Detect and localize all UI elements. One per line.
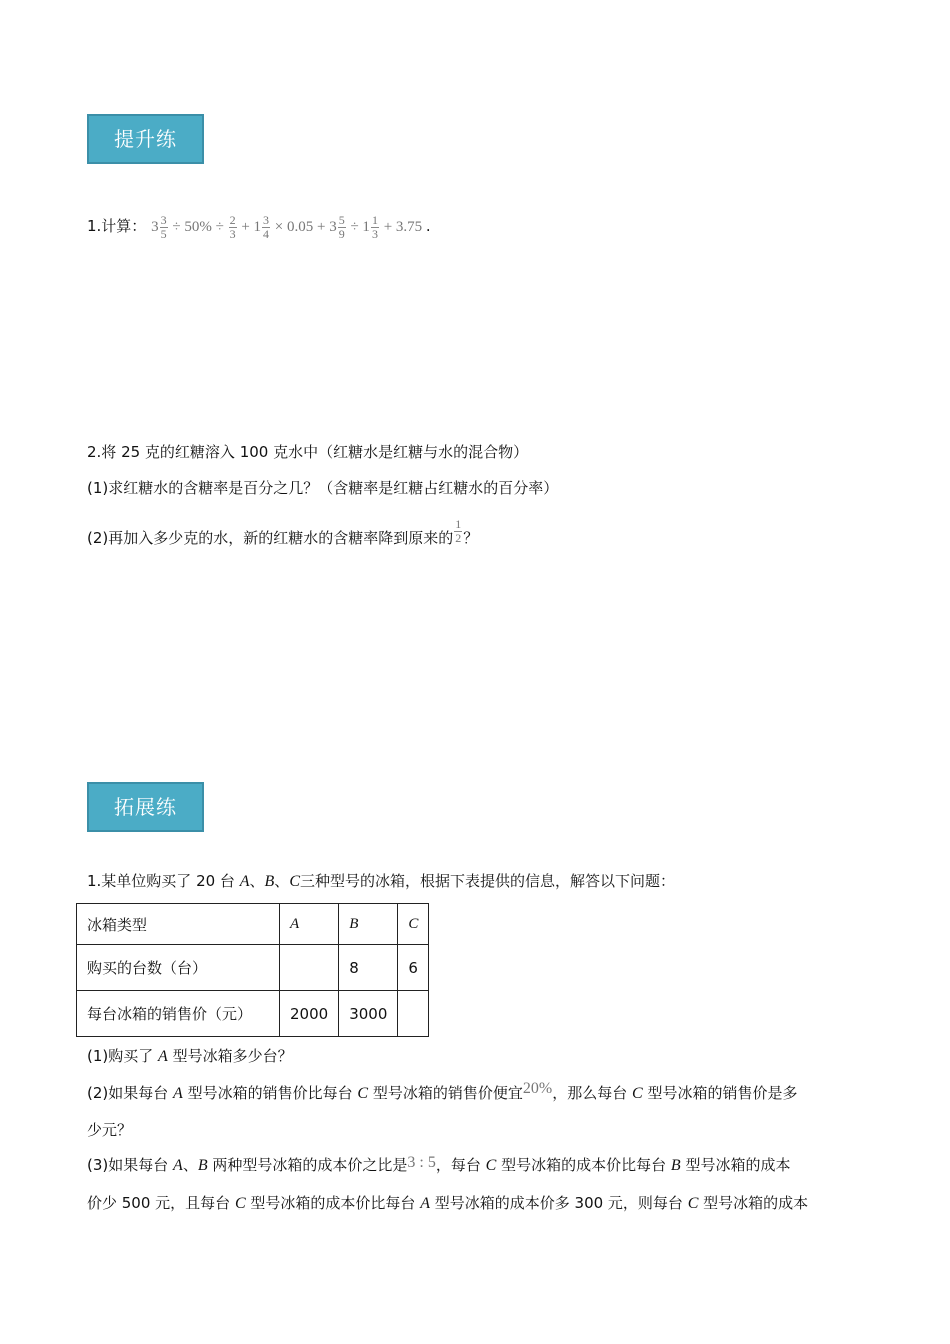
model-c: C xyxy=(631,1085,643,1102)
fraction-2: $\frac{2}{3}$ xyxy=(229,213,236,241)
question-1-suffix: . xyxy=(425,216,431,235)
extend-part-2-cont: 少元？ xyxy=(87,1121,133,1139)
question-2-stem: 2.将 25 克的红糖溶入 100 克水中（红糖水是红糖与水的混合物） xyxy=(87,443,529,461)
model-c: C xyxy=(687,1195,699,1212)
text: 型号冰箱的成本 xyxy=(685,1156,791,1174)
text: ，每台 xyxy=(435,1156,481,1174)
separator: 、 xyxy=(274,872,290,890)
table-cell: A xyxy=(280,904,339,945)
text: (3)如果每台 xyxy=(87,1156,169,1174)
table-cell: 冰箱类型 xyxy=(77,904,280,945)
fraction-half: $\frac{1}{2}$ xyxy=(455,517,462,545)
fraction-4: $\frac{5}{9}$ xyxy=(338,213,345,241)
extend-part-3 xyxy=(87,1155,790,1176)
table-row xyxy=(77,991,429,1037)
table-cell xyxy=(280,945,339,991)
model-a: A xyxy=(173,1157,183,1174)
question-2-part-2-text: (2)再加入多少克的水，新的红糖水的含糖率降到原来的 xyxy=(87,529,454,547)
question-2-part-1: (1)求红糖水的含糖率是百分之几？（含糖率是红糖占红糖水的百分率） xyxy=(87,479,559,497)
text: 两种型号冰箱的成本价之比是 xyxy=(212,1156,408,1174)
model-c: C xyxy=(485,1157,497,1174)
table-cell: 每台冰箱的销售价（元） xyxy=(77,991,280,1037)
text: 型号冰箱的销售价便宜 xyxy=(372,1084,523,1102)
table-cell: 3000 xyxy=(339,991,398,1037)
question-2-part-2-end: ？ xyxy=(463,529,479,547)
table-cell: 购买的台数（台） xyxy=(77,945,280,991)
text: 型号冰箱的销售价比每台 xyxy=(187,1084,353,1102)
table-row xyxy=(77,904,429,945)
text: 型号冰箱的销售价是多 xyxy=(647,1084,798,1102)
table-cell: 8 xyxy=(339,945,398,991)
extend-part-1 xyxy=(87,1046,293,1067)
text: 型号冰箱的成本价多 300 元，则每台 xyxy=(434,1194,683,1212)
model-b: B xyxy=(197,1157,208,1174)
stem-part-a: 1.某单位购买了 20 台 xyxy=(87,872,235,890)
text: 型号冰箱的成本价比每台 xyxy=(501,1156,667,1174)
table-row xyxy=(77,945,429,991)
cost-ratio: 3 : 5 xyxy=(407,1154,436,1171)
text: (1)购买了 xyxy=(87,1047,154,1065)
operator-5: + 3.75 xyxy=(383,218,423,235)
text: ，那么每台 xyxy=(552,1084,628,1102)
extend-part-2 xyxy=(87,1080,798,1104)
section-title-extend: 拓展练 xyxy=(87,782,204,832)
model-c: C xyxy=(289,873,300,890)
model-a: A xyxy=(239,873,250,890)
operator-2: + 1 xyxy=(241,218,262,235)
separator: 、 xyxy=(249,872,265,890)
fraction-5: $\frac{1}{3}$ xyxy=(371,213,378,241)
stem-part-b: 三种型号的冰箱，根据下表提供的信息，解答以下问题： xyxy=(299,872,675,890)
question-1-prefix: 1.计算： xyxy=(87,216,147,235)
operator-4: ÷ 1 xyxy=(350,218,370,235)
extend-part-3-cont xyxy=(87,1193,808,1214)
calc-expression xyxy=(151,213,426,241)
fraction-3: $\frac{3}{4}$ xyxy=(263,213,270,241)
discount-percent: 20% xyxy=(522,1080,553,1097)
model-b: B xyxy=(670,1157,681,1174)
question-1-calc xyxy=(87,214,431,241)
model-a: A xyxy=(158,1048,168,1065)
text: 型号冰箱多少台？ xyxy=(172,1047,293,1065)
operator-3: × 0.05 + 3 xyxy=(274,218,337,235)
fraction-1: $\frac{3}{5}$ xyxy=(160,213,167,241)
text: 价少 500 元，且每台 xyxy=(87,1194,231,1212)
table-cell: B xyxy=(339,904,398,945)
model-c: C xyxy=(234,1195,246,1212)
table-cell: 6 xyxy=(398,945,429,991)
model-b: B xyxy=(264,873,275,890)
model-c: C xyxy=(357,1085,369,1102)
model-a: A xyxy=(173,1085,183,1102)
table-cell xyxy=(398,991,429,1037)
text: (2)如果每台 xyxy=(87,1084,169,1102)
text: 型号冰箱的成本价比每台 xyxy=(250,1194,416,1212)
section-title-improve: 提升练 xyxy=(87,114,204,164)
separator: 、 xyxy=(182,1156,198,1174)
fridge-table xyxy=(76,903,429,1037)
whole-1: 3 xyxy=(151,218,159,235)
extend-question-1-stem xyxy=(87,871,675,892)
text: 型号冰箱的成本 xyxy=(703,1194,809,1212)
table-cell: C xyxy=(398,904,429,945)
table-cell: 2000 xyxy=(280,991,339,1037)
operator-1: ÷ 50% ÷ xyxy=(172,218,224,235)
model-a: A xyxy=(420,1195,430,1212)
question-2-part-2 xyxy=(87,517,479,552)
